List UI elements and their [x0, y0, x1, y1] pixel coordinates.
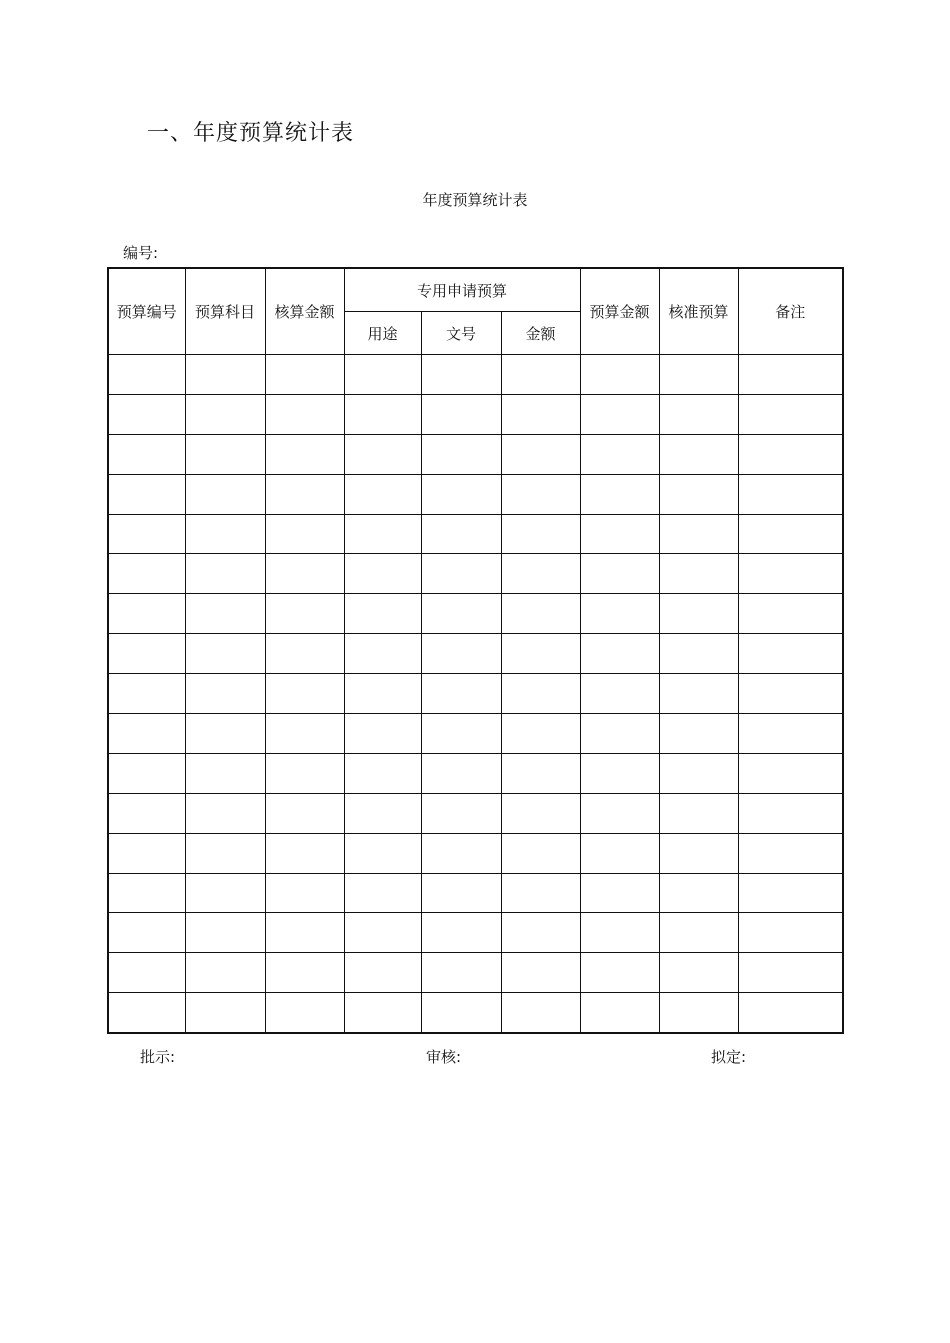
table-cell[interactable] [265, 993, 344, 1033]
table-cell[interactable] [421, 793, 501, 833]
table-cell[interactable] [580, 634, 659, 674]
table-cell[interactable] [185, 474, 265, 514]
table-cell[interactable] [265, 873, 344, 913]
table-cell[interactable] [421, 394, 501, 434]
table-cell[interactable] [421, 554, 501, 594]
table-cell[interactable] [580, 355, 659, 395]
table-cell[interactable] [344, 993, 421, 1033]
table-cell[interactable] [185, 993, 265, 1033]
table-cell[interactable] [501, 394, 580, 434]
table-cell[interactable] [344, 833, 421, 873]
table-cell[interactable] [738, 793, 843, 833]
table-cell[interactable] [580, 793, 659, 833]
table-cell[interactable] [501, 714, 580, 754]
table-row [108, 434, 843, 474]
table-cell[interactable] [501, 355, 580, 395]
table-cell[interactable] [344, 753, 421, 793]
table-cell[interactable] [659, 474, 738, 514]
table-cell[interactable] [501, 793, 580, 833]
table-cell[interactable] [580, 953, 659, 993]
table-cell[interactable] [738, 913, 843, 953]
table-cell[interactable] [738, 873, 843, 913]
table-cell[interactable] [185, 913, 265, 953]
table-row [108, 355, 843, 395]
header-budget-no: 预算编号 [108, 268, 185, 355]
table-row [108, 993, 843, 1033]
table-cell[interactable] [738, 833, 843, 873]
table-cell[interactable] [738, 594, 843, 634]
table-cell[interactable] [265, 793, 344, 833]
table-cell[interactable] [265, 355, 344, 395]
table-cell[interactable] [421, 674, 501, 714]
table-cell[interactable] [580, 394, 659, 434]
table-cell[interactable] [421, 434, 501, 474]
table-row [108, 953, 843, 993]
table-cell[interactable] [580, 474, 659, 514]
table-cell[interactable] [344, 514, 421, 554]
table-cell[interactable] [501, 873, 580, 913]
review-label: 审核: [426, 1048, 462, 1066]
table-cell[interactable] [659, 753, 738, 793]
table-cell[interactable] [185, 753, 265, 793]
table-cell[interactable] [580, 833, 659, 873]
table-cell[interactable] [501, 993, 580, 1033]
table-cell[interactable] [738, 474, 843, 514]
table-cell[interactable] [265, 434, 344, 474]
table-cell[interactable] [659, 873, 738, 913]
table-cell[interactable] [344, 474, 421, 514]
table-cell[interactable] [659, 594, 738, 634]
table-cell[interactable] [108, 913, 185, 953]
table-cell[interactable] [659, 913, 738, 953]
table-cell[interactable] [108, 355, 185, 395]
table-header-row [108, 268, 843, 312]
table-cell[interactable] [659, 514, 738, 554]
table-row [108, 674, 843, 714]
table-cell[interactable] [185, 355, 265, 395]
table-cell[interactable] [344, 394, 421, 434]
header-remarks: 备注 [738, 268, 843, 355]
table-cell[interactable] [108, 474, 185, 514]
table-cell[interactable] [265, 714, 344, 754]
table-cell[interactable] [265, 474, 344, 514]
table-row [108, 913, 843, 953]
table-cell[interactable] [265, 394, 344, 434]
table-cell[interactable] [265, 594, 344, 634]
table-cell[interactable] [738, 634, 843, 674]
table-body [108, 355, 843, 1034]
table-cell[interactable] [108, 953, 185, 993]
table-cell[interactable] [580, 674, 659, 714]
table-cell[interactable] [501, 634, 580, 674]
table-cell[interactable] [738, 953, 843, 993]
table-cell[interactable] [344, 873, 421, 913]
table-cell[interactable] [108, 434, 185, 474]
table-cell[interactable] [421, 714, 501, 754]
header-special-application-budget: 专用申请预算 [344, 268, 580, 312]
table-cell[interactable] [108, 793, 185, 833]
serial-number-label: 编号: [123, 244, 159, 262]
table-cell[interactable] [185, 634, 265, 674]
header-budget-subject: 预算科目 [185, 268, 265, 355]
table-cell[interactable] [501, 833, 580, 873]
table-cell[interactable] [265, 634, 344, 674]
table-cell[interactable] [738, 355, 843, 395]
table-cell[interactable] [580, 753, 659, 793]
table-cell[interactable] [501, 554, 580, 594]
table-cell[interactable] [421, 474, 501, 514]
table-cell[interactable] [344, 554, 421, 594]
table-cell[interactable] [185, 434, 265, 474]
table-cell[interactable] [501, 594, 580, 634]
table-cell[interactable] [421, 514, 501, 554]
table-cell[interactable] [108, 833, 185, 873]
table-cell[interactable] [265, 953, 344, 993]
table-row [108, 594, 843, 634]
table-cell[interactable] [580, 434, 659, 474]
table-cell[interactable] [108, 594, 185, 634]
header-budget-amount: 预算金额 [580, 268, 659, 355]
table-cell[interactable] [265, 913, 344, 953]
table-cell[interactable] [185, 793, 265, 833]
table-cell[interactable] [185, 674, 265, 714]
table-cell[interactable] [108, 554, 185, 594]
table-cell[interactable] [344, 594, 421, 634]
table-cell[interactable] [265, 833, 344, 873]
table-cell[interactable] [421, 355, 501, 395]
table-cell[interactable] [108, 993, 185, 1033]
table-cell[interactable] [265, 753, 344, 793]
table-cell[interactable] [501, 753, 580, 793]
draft-label: 拟定: [711, 1048, 747, 1066]
table-cell[interactable] [580, 913, 659, 953]
table-cell[interactable] [501, 913, 580, 953]
table-row [108, 714, 843, 754]
table-title: 年度预算统计表 [422, 191, 528, 209]
table-cell[interactable] [421, 753, 501, 793]
table-cell[interactable] [580, 514, 659, 554]
table-cell[interactable] [265, 554, 344, 594]
table-cell[interactable] [738, 554, 843, 594]
table-cell[interactable] [344, 634, 421, 674]
table-cell[interactable] [185, 714, 265, 754]
table-cell[interactable] [108, 634, 185, 674]
table-cell[interactable] [738, 993, 843, 1033]
table-cell[interactable] [501, 434, 580, 474]
header-special-amount: 金额 [501, 312, 580, 355]
table-cell[interactable] [659, 634, 738, 674]
table-cell[interactable] [501, 514, 580, 554]
table-cell[interactable] [738, 674, 843, 714]
table-cell[interactable] [421, 594, 501, 634]
budget-statistics-table [107, 267, 844, 1034]
table-cell[interactable] [659, 993, 738, 1033]
table-cell[interactable] [185, 554, 265, 594]
approve-label: 批示: [140, 1048, 176, 1066]
table-cell[interactable] [185, 514, 265, 554]
table-cell[interactable] [738, 514, 843, 554]
table-cell[interactable] [421, 634, 501, 674]
table-cell[interactable] [501, 953, 580, 993]
table-cell[interactable] [185, 873, 265, 913]
table-cell[interactable] [108, 674, 185, 714]
table-cell[interactable] [580, 554, 659, 594]
table-cell[interactable] [185, 953, 265, 993]
table-cell[interactable] [421, 833, 501, 873]
table-cell[interactable] [421, 913, 501, 953]
table-cell[interactable] [344, 674, 421, 714]
table-cell[interactable] [344, 793, 421, 833]
table-cell[interactable] [344, 434, 421, 474]
table-cell[interactable] [501, 474, 580, 514]
table-cell[interactable] [659, 714, 738, 754]
table-row [108, 474, 843, 514]
table-cell[interactable] [659, 833, 738, 873]
table-cell[interactable] [108, 394, 185, 434]
table-cell[interactable] [659, 674, 738, 714]
table-cell[interactable] [659, 355, 738, 395]
table-cell[interactable] [344, 714, 421, 754]
table-cell[interactable] [108, 514, 185, 554]
header-special-doc-no: 文号 [421, 312, 501, 355]
table-cell[interactable] [265, 514, 344, 554]
table-cell[interactable] [185, 594, 265, 634]
table-row [108, 793, 843, 833]
table-cell[interactable] [659, 953, 738, 993]
table-cell[interactable] [580, 993, 659, 1033]
table-row [108, 634, 843, 674]
table-cell[interactable] [185, 394, 265, 434]
table-cell[interactable] [738, 714, 843, 754]
table-cell[interactable] [738, 394, 843, 434]
table-cell[interactable] [738, 753, 843, 793]
header-audited-amount: 核算金额 [265, 268, 344, 355]
table-cell[interactable] [580, 594, 659, 634]
table-cell[interactable] [659, 554, 738, 594]
table-cell[interactable] [659, 434, 738, 474]
table-cell[interactable] [659, 394, 738, 434]
table-row [108, 833, 843, 873]
table-row [108, 753, 843, 793]
table-cell[interactable] [265, 674, 344, 714]
table-cell[interactable] [738, 434, 843, 474]
table-cell[interactable] [659, 793, 738, 833]
table-cell[interactable] [501, 674, 580, 714]
table-cell[interactable] [421, 953, 501, 993]
table-row [108, 873, 843, 913]
table-cell[interactable] [421, 873, 501, 913]
table-cell[interactable] [344, 913, 421, 953]
table-cell[interactable] [421, 993, 501, 1033]
table-cell[interactable] [580, 714, 659, 754]
table-cell[interactable] [580, 873, 659, 913]
table-cell[interactable] [185, 833, 265, 873]
table-row [108, 514, 843, 554]
section-heading: 一、年度预算统计表 [147, 121, 355, 146]
table-row [108, 554, 843, 594]
table-cell[interactable] [344, 355, 421, 395]
header-special-use: 用途 [344, 312, 421, 355]
table-cell[interactable] [344, 953, 421, 993]
table-cell[interactable] [108, 873, 185, 913]
table-cell[interactable] [108, 753, 185, 793]
table-cell[interactable] [108, 714, 185, 754]
table-row [108, 394, 843, 434]
header-approved-budget: 核准预算 [659, 268, 738, 355]
